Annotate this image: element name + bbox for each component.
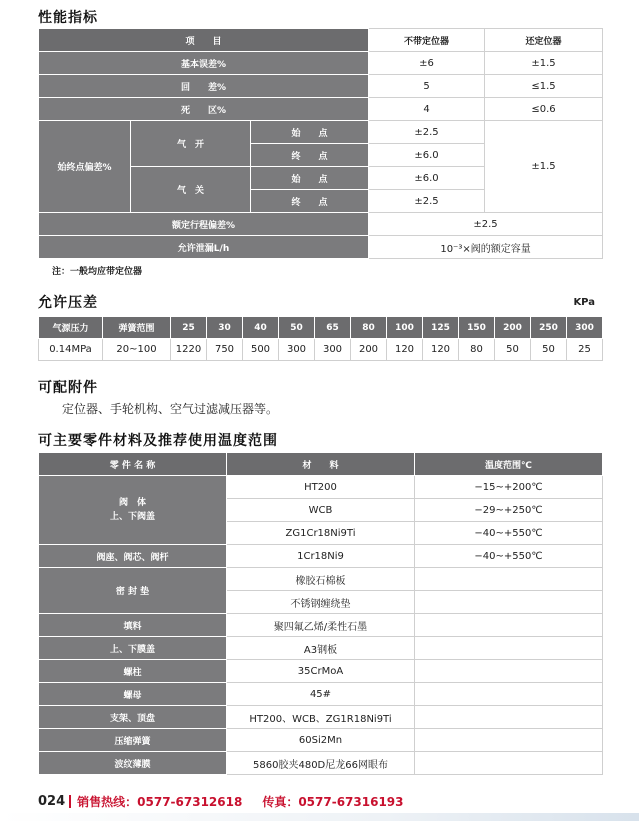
materials-empty-temp [415,591,603,614]
perf-start-end-label: 始终点偏差% [39,121,131,213]
pressure-header-cell: 300 [567,317,603,339]
performance-note: 注：一般均应带定位器 [52,267,143,277]
materials-row-material: 5860胶夹480D尼龙66网眼布 [227,752,415,775]
perf-se-v4: ±2.5 [369,190,485,213]
pressure-header-cell: 40 [243,317,279,339]
materials-title: 可主要零件材料及推荐使用温度范围 [38,433,278,449]
materials-row-name: 上、下膜盖 [39,637,227,660]
footer-band [0,813,639,821]
performance-title: 性能指标 [38,10,98,26]
perf-return-b: ≤1.5 [485,75,603,98]
page-footer [38,793,404,810]
pressure-value-cell: 500 [243,339,279,361]
accessories-title: 可配附件 [38,380,98,396]
materials-row-name: 螺柱 [39,660,227,683]
perf-se-v2: ±6.0 [369,144,485,167]
pressure-header-cell: 气源压力 [39,317,103,339]
perf-leak-value: 10⁻³×阀的额定容量 [369,236,603,259]
materials-row-material: HT200、WCB、ZG1R18Ni9Ti [227,706,415,729]
perf-header-item: 项 目 [39,29,369,52]
materials-row-material: A3钢板 [227,637,415,660]
perf-air-open: 气 开 [131,121,251,167]
pressure-value-cell: 120 [387,339,423,361]
materials-empty-temp [415,660,603,683]
materials-row-material: 60Si2Mn [227,729,415,752]
perf-basic-a: ±6 [369,52,485,75]
materials-header-material: 材 料 [227,453,415,476]
perf-dead-a: 4 [369,98,485,121]
materials-seat-name: 阀座、阀芯、阀杆 [39,545,227,568]
pressure-value-cell: 80 [459,339,495,361]
materials-empty-temp [415,729,603,752]
pressure-value-cell: 20~100 [103,339,171,361]
performance-table [38,28,603,259]
pressure-value-cell: 50 [531,339,567,361]
materials-row-name: 填料 [39,614,227,637]
pressure-value-cell: 300 [315,339,351,361]
materials-body-material: ZG1Cr18Ni9Ti [227,522,415,545]
pressure-header-cell: 100 [387,317,423,339]
pressure-value-cell: 300 [279,339,315,361]
materials-row-name: 波纹薄膜 [39,752,227,775]
perf-return-a: 5 [369,75,485,98]
perf-header-with-positioner: 还定位器 [485,29,603,52]
pressure-header-cell: 30 [207,317,243,339]
perf-basic-b: ±1.5 [485,52,603,75]
materials-body-name: 阀 体 上、下阀盖 [39,476,227,545]
materials-body-temp: −15~+200℃ [415,476,603,499]
perf-dead-b: ≤0.6 [485,98,603,121]
materials-table [38,452,603,775]
pressure-unit: KPa [573,297,595,308]
pressure-header-row [39,317,603,339]
pressure-header-cell: 250 [531,317,567,339]
materials-empty-temp [415,683,603,706]
accessories-text: 定位器、手轮机构、空气过滤减压器等。 [62,402,279,416]
fax-number: 传真：0577-67316193 [262,795,404,809]
perf-return-label: 回 差% [39,75,369,98]
pressure-value-cell: 1220 [171,339,207,361]
materials-row-material: 45# [227,683,415,706]
materials-empty-temp [415,637,603,660]
perf-start-2: 始 点 [251,167,369,190]
materials-header-name: 零 件 名 称 [39,453,227,476]
pressure-title: 允许压差 [38,295,98,311]
pressure-value-cell: 0.14MPa [39,339,103,361]
materials-body-temp: −40~+550℃ [415,522,603,545]
materials-body-temp: −29~+250℃ [415,499,603,522]
pressure-value-cell: 50 [495,339,531,361]
pressure-value-row [39,339,603,361]
perf-se-v1: ±2.5 [369,121,485,144]
materials-empty-temp [415,614,603,637]
pressure-header-cell: 25 [171,317,207,339]
materials-seat-material: 1Cr18Ni9 [227,545,415,568]
pressure-value-cell: 25 [567,339,603,361]
perf-se-v3: ±6.0 [369,167,485,190]
pressure-header-cell: 200 [495,317,531,339]
materials-row-name: 支架、顶盘 [39,706,227,729]
perf-leak-label: 允许泄漏L/h [39,236,369,259]
perf-air-close: 气 关 [131,167,251,213]
materials-seat-temp: −40~+550℃ [415,545,603,568]
pressure-value-cell: 120 [423,339,459,361]
pressure-header-cell: 125 [423,317,459,339]
pressure-header-cell: 65 [315,317,351,339]
pressure-header-cell: 150 [459,317,495,339]
materials-body-material: HT200 [227,476,415,499]
perf-header-no-positioner: 不带定位器 [369,29,485,52]
materials-row-name: 螺母 [39,683,227,706]
pressure-header-cell: 弹簧范围 [103,317,171,339]
materials-empty-temp [415,568,603,591]
materials-row-name: 压缩弹簧 [39,729,227,752]
perf-end-1: 终 点 [251,144,369,167]
page-number: 024 [38,794,66,809]
perf-dead-label: 死 区% [39,98,369,121]
materials-gasket-name: 密 封 垫 [39,568,227,614]
perf-rated-label: 额定行程偏差% [39,213,369,236]
perf-se-b: ±1.5 [485,121,603,213]
pressure-header-cell: 80 [351,317,387,339]
pressure-value-cell: 200 [351,339,387,361]
materials-gasket-m1: 橡胶石棉板 [227,568,415,591]
materials-header-temp: 温度范围℃ [415,453,603,476]
sales-hotline: 销售热线：0577-67312618 [77,795,243,809]
materials-gasket-m2: 不锈钢缠绕垫 [227,591,415,614]
pressure-table [38,316,603,361]
pressure-header-cell: 50 [279,317,315,339]
perf-end-2: 终 点 [251,190,369,213]
materials-empty-temp [415,706,603,729]
materials-row-material: 35CrMoA [227,660,415,683]
pressure-value-cell: 750 [207,339,243,361]
materials-empty-temp [415,752,603,775]
materials-row-material: 聚四氟乙烯/柔性石墨 [227,614,415,637]
perf-basic-label: 基本误差% [39,52,369,75]
perf-rated-value: ±2.5 [369,213,603,236]
footer-divider [69,795,71,808]
perf-start-1: 始 点 [251,121,369,144]
materials-body-material: WCB [227,499,415,522]
